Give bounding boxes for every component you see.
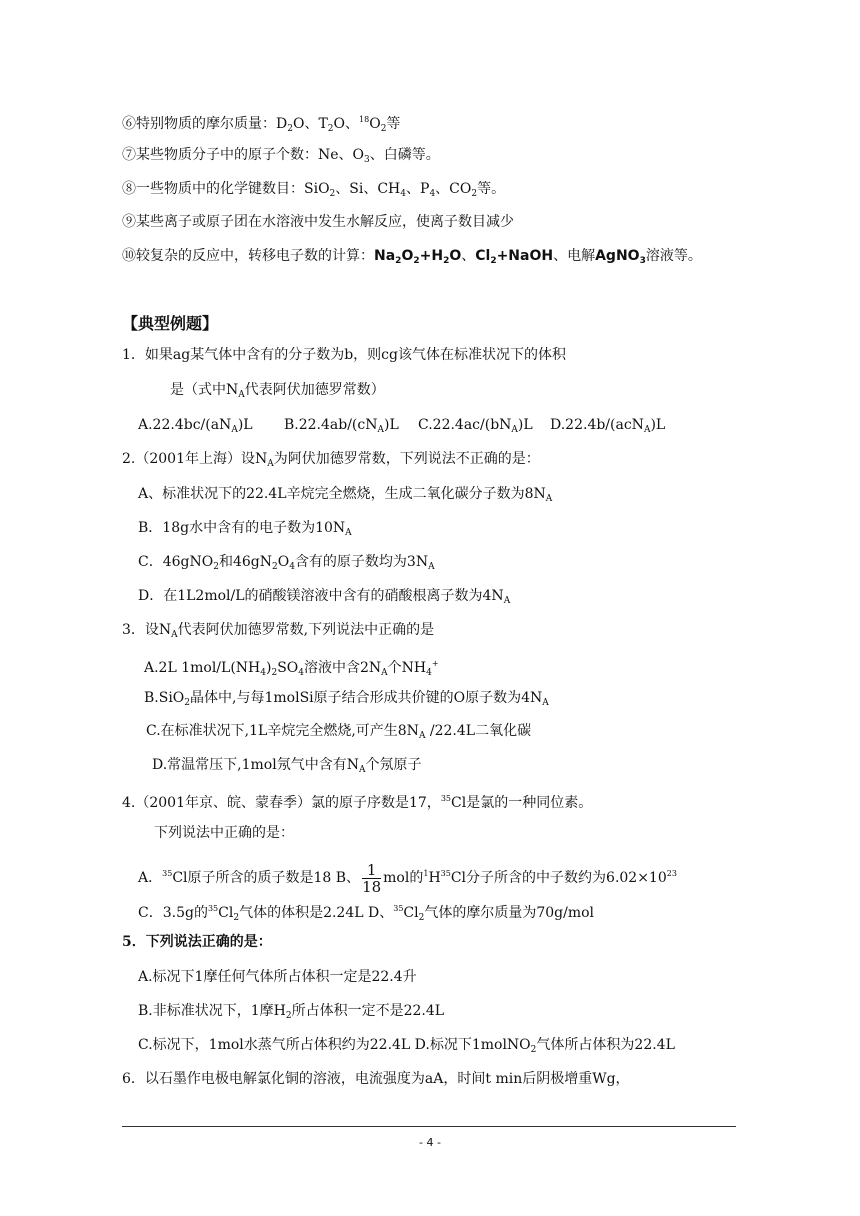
- question-3-option-a: A.2L $1mol/L(NH_4)_2SO_4$溶液中含$2N_A$个$NH_4^+$: [144, 659, 439, 678]
- question-3-stem: 3．设$N_A$代表阿伏加德罗常数,下列说法中正确的是: [122, 622, 435, 640]
- question-4-stem: 4.（2001年京、皖、蒙春季）氯的原子序数是17，$^{35}$Cl是氯的一种同位素。: [122, 794, 593, 811]
- question-3-option-c: C.在标准状况下,1L辛烷完全燃烧,可产生$8N_A$ /22.4L二氧化碳: [146, 723, 532, 741]
- page-number: - 4 -: [419, 1136, 441, 1149]
- footer-rule: [122, 1126, 736, 1127]
- question-5-option-a: A.标况下1摩任何气体所占体积一定是22.4升: [138, 969, 417, 985]
- question-2-option-c: C．46gNO$_2$和$46gN_2O_4$含有的原子数均为$3N_A$: [138, 554, 435, 572]
- list-item-7: ⑦某些物质分子中的原子个数：Ne、$O_3$、白磷等。: [122, 147, 440, 165]
- question-4-stem-2: 下列说法中正确的是：: [154, 825, 294, 841]
- question-4-options-ab: A．$^{35}$Cl原子所含的质子数是18 B、 $\frac{1}{18}$ mol的$^1H^{35}Cl$分子所含的中子数约为$6.02\times 10^{23}$: [138, 860, 677, 896]
- question-4-options-cd: C．3.5g的$^{35}Cl_2$气体的体积是2.24L D、$^{35}Cl_2$气体的摩尔质量为70g/mol: [138, 904, 595, 923]
- question-5-stem: 5．下列说法正确的是：: [122, 934, 272, 950]
- list-item-6: ⑥特别物质的摩尔质量：$D_2O$、$T_2O$、$^{18}O_2$等: [122, 115, 401, 134]
- option-d: D.22.4b/(acN$_A$)L: [550, 417, 666, 435]
- question-1-stem-2: 是（式中$N_A$代表阿伏加德罗常数）: [170, 382, 385, 400]
- question-1-stem: 1．如果ag某气体中含有的分子数为b，则cg该气体在标准状况下的体积: [122, 347, 566, 363]
- question-3-option-b: B.SiO$_2$晶体中,与每1molSi原子结合形成共价键的O原子数为$4N_A$: [144, 690, 549, 708]
- question-6-stem: 6．以石墨作电极电解氯化铜的溶液，电流强度为aA，时间t min后阴极增重Wg，: [122, 1071, 630, 1087]
- question-2-option-d: D．在1L2mol/L的硝酸镁溶液中含有的硝酸根离子数为$4N_A$: [138, 588, 511, 606]
- option-c: $C.22.4ac/(bN_A)L$: [418, 417, 533, 435]
- option-a: $A.22.4bc/(aN_A)L$: [138, 417, 253, 435]
- question-3-option-d: D.常温常压下,1mol氖气中含有$N_A$个氖原子: [152, 757, 422, 775]
- question-5-option-b: B.非标准状况下，1摩$H_2$所占体积一定不是22.4L: [138, 1003, 445, 1021]
- list-item-8: ⑧一些物质中的化学键数目：SiO$_2$、Si、$CH_4$、$P_4$、$CO_2$等。: [122, 181, 506, 199]
- question-2-stem: 2.（2001年上海）设$N_A$为阿伏加德罗常数，下列说法不正确的是：: [122, 451, 540, 469]
- list-item-9: ⑨某些离子或原子团在水溶液中发生水解反应，使离子数目减少: [122, 214, 514, 230]
- list-item-10: ⑩较复杂的反应中，转移电子数的计算：$Na_2O_2+H_2O$、$Cl_2+NaOH$、电解AgNO$_3$溶液等。: [122, 248, 702, 266]
- question-5-option-cd: C.标况下，1mol水蒸气所占体积约为22.4L D.标况下1molNO$_2$气体所占体积为22.4L: [138, 1037, 675, 1055]
- fraction: $\frac{1}{18}$: [362, 860, 382, 896]
- option-b: $B.22.4ab/(cN_A)L$: [284, 417, 399, 435]
- question-2-option-b: B．18g水中含有的电子数为$10N_A$: [138, 520, 352, 538]
- section-title: 【典型例题】: [122, 314, 219, 333]
- question-2-option-a: A、标准状况下的22.4L辛烷完全燃烧，生成二氧化碳分子数为$8N_A$: [138, 486, 553, 504]
